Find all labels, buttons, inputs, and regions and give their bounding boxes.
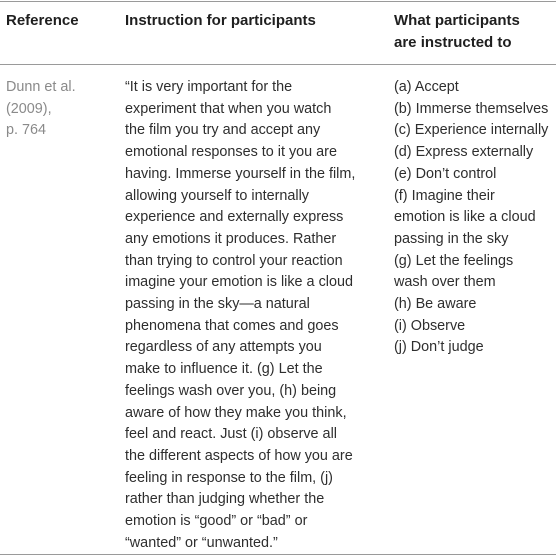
instruction-line: rather than judging whether the xyxy=(125,491,325,508)
instruction-line: imagine your emotion is like a cloud xyxy=(125,274,353,291)
instructed-item: (c) Experience internally xyxy=(394,122,549,139)
instruction-line: make to influence it. (g) Let the xyxy=(125,361,323,378)
table-top-rule xyxy=(0,1,556,2)
header-instruction: Instruction for participants xyxy=(125,12,316,29)
instruction-line: than trying to control your reaction xyxy=(125,252,343,269)
instruction-line: aware of how they make you think, xyxy=(125,404,347,421)
instructed-item: passing in the sky xyxy=(394,230,509,247)
instructed-item: (h) Be aware xyxy=(394,296,477,313)
instruction-line: “It is very important for the xyxy=(125,79,293,95)
reference-cell xyxy=(6,77,116,142)
instruction-line: having. Immerse yourself in the film, xyxy=(125,165,356,182)
instructed-item: (d) Express externally xyxy=(394,144,534,161)
instruction-line: the film you try and accept any xyxy=(125,122,321,139)
instructed-item: (e) Don’t control xyxy=(394,165,497,182)
reference-line: Dunn et al. xyxy=(6,79,76,95)
instruction-line: feel and react. Just (i) observe all xyxy=(125,426,337,443)
instructed-item: (b) Immerse themselves xyxy=(394,100,549,117)
instructed-item: (j) Don’t judge xyxy=(394,339,484,356)
instruction-line: allowing yourself to internally xyxy=(125,187,309,204)
instruction-line: experiment that when you watch xyxy=(125,100,332,117)
instruction-line: regardless of any attempts you xyxy=(125,339,322,356)
reference-line: p. 764 xyxy=(6,122,47,139)
instruction-line: feelings wash over you, (h) being xyxy=(125,382,337,399)
instruction-line: emotion is “good” or “bad” or xyxy=(125,513,308,530)
instruction-cell xyxy=(125,77,385,554)
header-reference: Reference xyxy=(6,12,79,29)
instruction-line: passing in the sky—a natural xyxy=(125,296,310,313)
instruction-line: any emotions it produces. Rather xyxy=(125,230,337,247)
instructed-item: (a) Accept xyxy=(394,79,459,95)
instruction-line: feeling in response to the film, (j) xyxy=(125,469,333,486)
header-rule xyxy=(0,64,556,65)
instructed-item: emotion is like a cloud xyxy=(394,209,536,226)
instructed-to-cell xyxy=(394,77,556,359)
instruction-line: experience and externally express xyxy=(125,209,344,226)
instructed-item: (i) Observe xyxy=(394,317,466,334)
instructed-item: (g) Let the feelings xyxy=(394,252,514,269)
instructed-item: wash over them xyxy=(394,274,496,291)
table-bottom-rule xyxy=(0,554,556,555)
instructed-item: (f) Imagine their xyxy=(394,187,495,204)
reference-line: (2009), xyxy=(6,100,52,117)
instruction-line: phenomena that comes and goes xyxy=(125,317,339,334)
instruction-line: emotional responses to it you are xyxy=(125,144,337,161)
header-what-participants xyxy=(394,10,554,54)
header-what-line-2: are instructed to xyxy=(394,34,512,51)
instruction-line: the different aspects of how you are xyxy=(125,447,353,464)
instruction-line: “wanted” or “unwanted.” xyxy=(125,534,278,551)
header-what-line-1: What participants xyxy=(394,12,520,29)
